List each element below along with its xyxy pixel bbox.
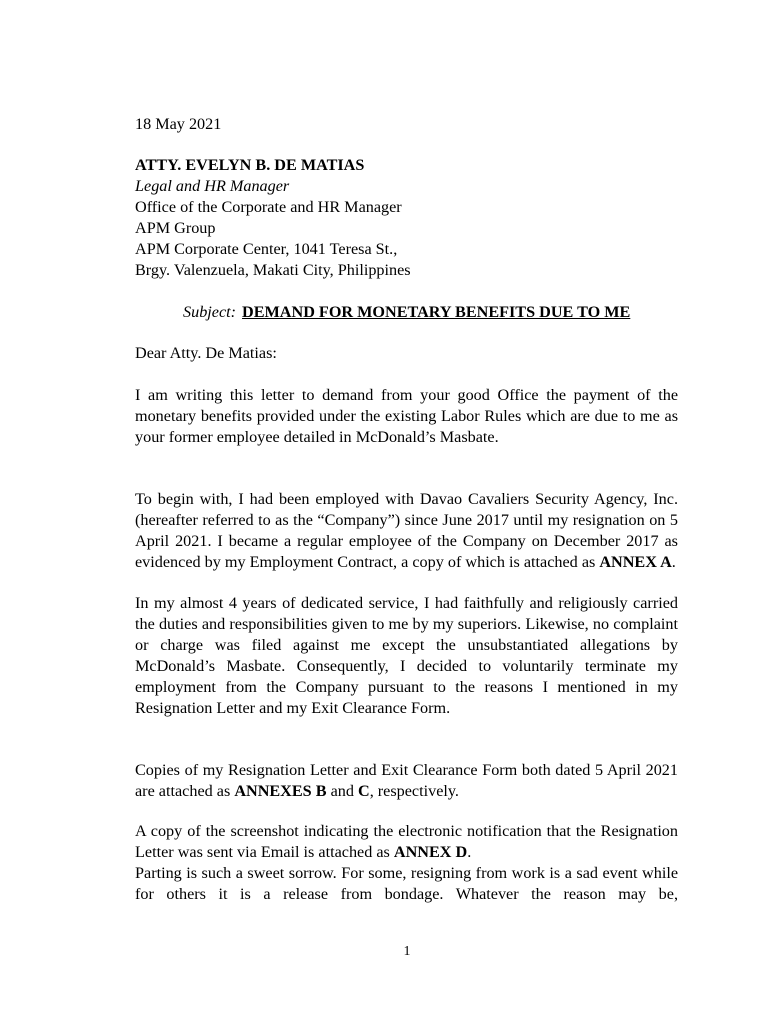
page-number: 1	[403, 944, 411, 959]
paragraph-employment-text: To begin with, I had been employed with Davao Cavaliers Security Agency, Inc. (hereafter referred to as the “Company”) since June 2017 until my resignation on 5 April 2021. I became a regular employee of the Company on December 2017 as evidenced by my Employment Contract, a copy of which is attached as	[135, 490, 678, 571]
paragraph-intro: I am writing this letter to demand from your good Office the payment of the monetary benefits provided under the existing Labor Rules which are due to me as your former employee detailed in McDonald’s Masbate.	[135, 386, 678, 446]
recipient-company: APM Group	[135, 219, 216, 237]
paragraph-annex-d-text: A copy of the screenshot indicating the electronic notification that the Resignation Letter was sent via Email is attached as	[135, 822, 678, 861]
paragraph-annexes-text: Copies of my Resignation Letter and Exit Clearance Form both dated 5 April 2021 are attached as	[135, 761, 678, 800]
letter-date: 18 May 2021	[135, 115, 222, 133]
subject-line	[183, 302, 630, 323]
paragraph-annex-d-end: .	[467, 843, 472, 861]
recipient-office: Office of the Corporate and HR Manager	[135, 198, 402, 216]
subject-text: DEMAND FOR MONETARY BENEFITS DUE TO ME	[242, 303, 631, 321]
annex-c-reference: C	[357, 782, 370, 800]
paragraph-annexes-b-c	[135, 760, 678, 802]
recipient-address-line1: APM Corporate Center, 1041 Teresa St.,	[135, 240, 398, 258]
paragraph-annexes-mid: and	[326, 782, 358, 800]
recipient-block	[135, 155, 678, 281]
recipient-name: ATTY. EVELYN B. DE MATIAS	[135, 156, 365, 174]
paragraph-employment-end: .	[671, 553, 676, 571]
paragraph-parting: Parting is such a sweet sorrow. For some, resigning from work is a sad event while for others it is a release from bondage. Whatever the reason may be,	[135, 864, 678, 903]
annex-d-reference: ANNEX D	[393, 843, 468, 861]
annex-a-reference: ANNEX A	[599, 553, 672, 571]
salutation: Dear Atty. De Matias:	[135, 344, 277, 362]
recipient-title: Legal and HR Manager	[135, 177, 290, 195]
paragraph-service: In my almost 4 years of dedicated service, I had faithfully and religiously carried the duties and responsibilities given to me by my superiors. Likewise, no complaint or charge was filed against me except the unsubstantiated allegations by McDonald’s Masbate. Consequently, I decided to voluntarily terminate my employment from the Company pursuant to the reasons I mentioned in my Resignation Letter and my Exit Clearance Form.	[135, 594, 678, 717]
paragraph-annex-d	[135, 821, 678, 863]
paragraph-annexes-end: , respectively.	[369, 782, 459, 800]
recipient-address-line2: Brgy. Valenzuela, Makati City, Philippines	[135, 261, 411, 279]
annexes-b-reference: ANNEXES B	[234, 782, 327, 800]
paragraph-employment	[135, 489, 678, 573]
subject-label: Subject:	[183, 303, 237, 321]
